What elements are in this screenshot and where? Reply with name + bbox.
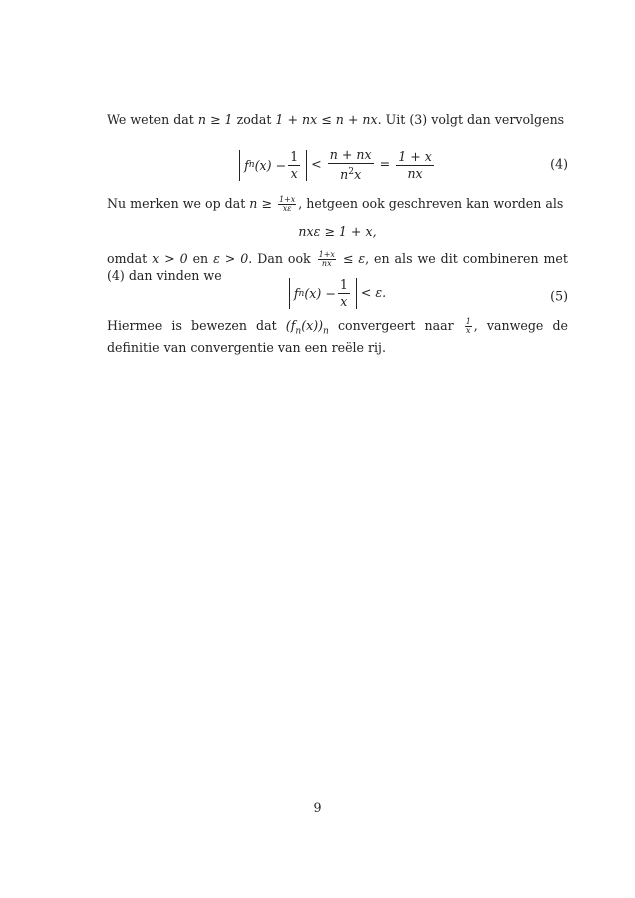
absolute-value [289, 278, 357, 309]
math-subscript: n [295, 326, 302, 337]
math-inline: ε > 0 [213, 251, 249, 266]
fraction-inline [318, 251, 336, 268]
math-symbol: f [293, 286, 299, 301]
fraction-denominator: x [290, 165, 298, 181]
absolute-value [239, 150, 307, 181]
equation-5-body [107, 278, 568, 309]
text: Nu merken we op dat [107, 196, 250, 211]
equation-number: (5) [550, 288, 568, 304]
math-subscript: n [323, 326, 329, 337]
math-inline: ≤ ε [342, 251, 366, 266]
math-operator: < ε. [360, 285, 387, 300]
fraction-denominator: nx [407, 165, 423, 181]
text: , en als we dit combineren met (4) dan vinden we [107, 251, 568, 283]
fraction-numerator: n + nx [329, 147, 372, 162]
fraction-denominator: nx [321, 259, 332, 268]
math-subscript: n [298, 288, 305, 299]
fraction-denominator: x [465, 326, 471, 335]
math-symbol: (x) − [254, 157, 287, 173]
fraction-inline [465, 318, 472, 335]
paragraph-observation [107, 196, 568, 213]
fraction [328, 148, 374, 182]
math-symbol: f [244, 157, 249, 173]
paragraph-proof-end [107, 318, 568, 355]
fraction-numerator: 1 [339, 277, 348, 292]
text: omdat [107, 251, 153, 266]
math-superscript: 2 [348, 167, 355, 177]
math-inline: n ≥ [249, 196, 272, 211]
equation-5 [107, 278, 568, 314]
fraction-denominator: x [340, 294, 348, 309]
math-operator: = [379, 156, 391, 172]
fraction-numerator: 1 [290, 148, 299, 164]
fraction [338, 278, 350, 309]
fraction-numerator: 1 [465, 317, 471, 326]
text: zodat [232, 112, 276, 127]
fraction-denominator: xε [282, 204, 292, 213]
math-subscript: n [248, 160, 255, 171]
text: . Uit (3) volgt dan vervolgens [377, 112, 565, 127]
fraction-numerator: 1 + x [398, 148, 432, 164]
text: , vanwege de definitie van convergentie van een reële rij. [107, 318, 568, 355]
math-inline: n ≥ 1 [197, 112, 233, 127]
equation-body: nxε ≥ 1 + x, [298, 224, 377, 239]
text: , hetgeen ook geschreven kan worden als [298, 196, 564, 211]
math-symbol: n [340, 167, 349, 183]
text: We weten dat [107, 112, 198, 127]
text: convergeert naar [328, 318, 463, 333]
math-inline: 1 + nx ≤ n + nx [275, 112, 378, 127]
equation-middle [107, 224, 568, 240]
fraction [396, 150, 434, 181]
fraction [288, 150, 300, 181]
page-number: 9 [313, 800, 322, 815]
fraction-numerator: 1+x [278, 195, 296, 204]
math-symbol: x [354, 167, 362, 183]
fraction-denominator [338, 164, 363, 182]
math-operator: < [311, 156, 322, 172]
text: en [187, 251, 214, 266]
fraction-numerator: 1+x [318, 250, 335, 259]
math-symbol: (x) − [304, 286, 336, 301]
equation-4 [107, 144, 568, 184]
math-inline: (x)) [301, 318, 324, 333]
equation-4-body [107, 148, 568, 182]
math-inline: (f [285, 318, 296, 333]
math-inline: x > 0 [152, 251, 188, 266]
equation-number: (4) [550, 156, 568, 172]
fraction-inline [278, 196, 296, 213]
paragraph-intro [107, 112, 568, 127]
text: . Dan ook [248, 251, 316, 266]
text: Hiermee is bewezen dat [107, 318, 286, 333]
